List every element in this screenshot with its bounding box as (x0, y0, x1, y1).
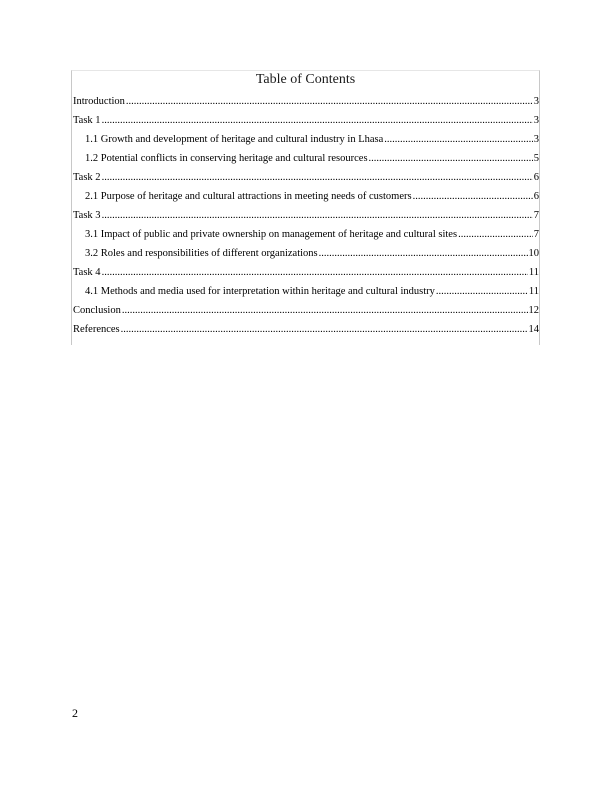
toc-entry-page: 6 (533, 172, 539, 183)
toc-entry-page: 3 (533, 115, 539, 126)
toc-entry-label: 1.1 Growth and development of heritage and cultural industry in Lhasa (85, 134, 384, 145)
dot-leader (102, 115, 533, 127)
toc-entry-page: 3 (533, 96, 539, 107)
toc-entry-label: Task 3 (73, 210, 101, 221)
table-of-contents (71, 70, 540, 345)
toc-entry-label: Introduction (73, 96, 125, 107)
toc-entry-label: 1.2 Potential conflicts in conserving heritage and cultural resources (85, 153, 368, 164)
toc-entry-label: Conclusion (73, 305, 121, 316)
toc-entry-3-2[interactable] (72, 248, 539, 260)
toc-entry-task-4[interactable] (72, 267, 539, 279)
page-number: 2 (72, 706, 78, 720)
toc-entry-2-1[interactable] (72, 191, 539, 203)
dot-leader (369, 153, 533, 165)
toc-entry-task-2[interactable] (72, 172, 539, 184)
toc-entry-label: 3.1 Impact of public and private ownership on management of heritage and cultural sites (85, 229, 458, 240)
dot-leader (436, 286, 528, 298)
toc-entry-page: 14 (528, 324, 539, 335)
toc-entry-label: Task 4 (73, 267, 101, 278)
toc-entry-label: 3.2 Roles and responsibilities of different organizations (85, 248, 318, 259)
toc-entry-page: 5 (533, 153, 539, 164)
toc-entry-label: References (73, 324, 120, 335)
toc-entry-1-2[interactable] (72, 153, 539, 165)
toc-entry-label: 2.1 Purpose of heritage and cultural attractions in meeting needs of customers (85, 191, 412, 202)
dot-leader (121, 324, 528, 336)
toc-entry-page: 11 (528, 286, 539, 297)
toc-entry-references[interactable] (72, 324, 539, 336)
toc-entry-page: 6 (533, 191, 539, 202)
toc-entry-task-3[interactable] (72, 210, 539, 222)
toc-entry-3-1[interactable] (72, 229, 539, 241)
toc-entry-task-1[interactable] (72, 115, 539, 127)
toc-entry-label: 4.1 Methods and media used for interpretation within heritage and cultural industry (85, 286, 435, 297)
dot-leader (384, 134, 532, 146)
toc-entry-1-1[interactable] (72, 134, 539, 146)
dot-leader (102, 267, 528, 279)
toc-entry-page: 7 (533, 210, 539, 221)
toc-entry-label: Task 1 (73, 115, 101, 126)
toc-entry-page: 11 (528, 267, 539, 278)
dot-leader (102, 172, 533, 184)
toc-entry-page: 10 (528, 248, 539, 259)
toc-entry-label: Task 2 (73, 172, 101, 183)
toc-entry-conclusion[interactable] (72, 305, 539, 317)
dot-leader (319, 248, 528, 260)
toc-entry-4-1[interactable] (72, 286, 539, 298)
dot-leader (413, 191, 533, 203)
dot-leader (122, 305, 528, 317)
dot-leader (102, 210, 533, 222)
toc-entry-introduction[interactable] (72, 96, 539, 108)
toc-entry-page: 12 (528, 305, 539, 316)
toc-title: Table of Contents (255, 72, 356, 87)
dot-leader (126, 96, 533, 108)
toc-entry-page: 3 (533, 134, 539, 145)
dot-leader (458, 229, 533, 241)
toc-entry-page: 7 (533, 229, 539, 240)
